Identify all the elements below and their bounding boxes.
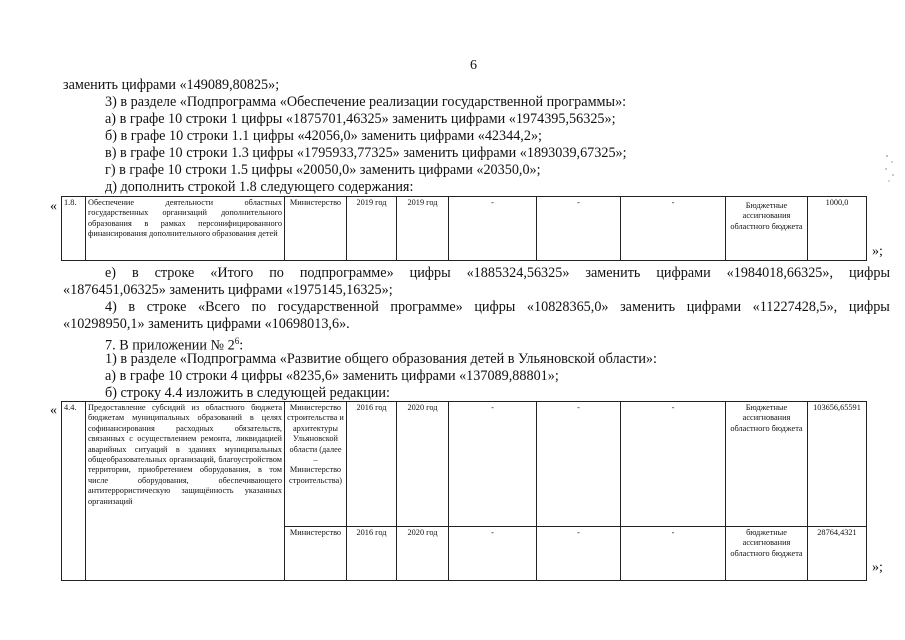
- row-dash: -: [621, 197, 726, 261]
- text-line: б) строку 4.4 изложить в следующей редакции:: [105, 385, 390, 401]
- text-line: б) в графе 10 строки 1.1 цифры «42056,0» заменить цифрами «42344,2»;: [105, 128, 542, 144]
- row-dash: -: [537, 527, 621, 581]
- word: по: [251, 299, 267, 315]
- row-source: бюджетные ассигнования областного бюджета: [726, 527, 808, 581]
- superscript: 6: [234, 336, 240, 346]
- row-start-year: 2016 год: [347, 527, 397, 581]
- closing-quote: »;: [872, 244, 883, 259]
- text-line: 3) в разделе «Подпрограмма «Обеспечение реализации государственной программы»:: [105, 94, 627, 110]
- row-end-year: 2019 год: [397, 197, 449, 261]
- justified-line: [105, 299, 890, 316]
- word: цифры: [848, 265, 890, 281]
- text-line: «10298950,1» заменить цифрами «10698013,6».: [63, 316, 350, 332]
- word: программе»: [390, 299, 463, 315]
- word: «1984018,66325»,: [726, 265, 834, 281]
- text-line: д) дополнить строкой 1.8 следующего содержания:: [105, 179, 414, 195]
- table-row-4-4: [61, 401, 867, 581]
- page-number: 6: [470, 58, 477, 73]
- row-executor: Министерство строительства и архитектуры Ульяновской области (далее – Министерство строительства): [285, 402, 347, 527]
- row-end-year: 2020 год: [397, 402, 449, 527]
- row-dash: -: [621, 402, 726, 527]
- row-executor: Министерство: [285, 527, 347, 581]
- word: государственной: [277, 299, 379, 315]
- row-source: Бюджетные ассигнования областного бюджета: [726, 197, 808, 261]
- text-line: 1) в разделе «Подпрограмма «Развитие общего образования детей в Ульяновской области»:: [105, 351, 657, 367]
- word: 4): [105, 299, 117, 315]
- row-start-year: 2016 год: [347, 402, 397, 527]
- word: строке: [146, 299, 187, 315]
- word: подпрограмме»: [299, 265, 394, 281]
- word: цифры: [848, 299, 890, 315]
- row-source: Бюджетные ассигнования областного бюджета: [726, 402, 808, 527]
- row-amount: 1000,0: [808, 197, 867, 261]
- word: заменить: [620, 299, 676, 315]
- text-line: заменить цифрами «149089,80825»;: [63, 77, 280, 93]
- word: по: [269, 265, 284, 281]
- table-row-1-8: [61, 196, 867, 261]
- word: «11227428,5»,: [752, 299, 838, 315]
- row-amount: 103656,65591: [808, 402, 867, 527]
- closing-quote: »;: [872, 560, 883, 575]
- row-number: 1.8.: [62, 197, 86, 261]
- row-amount: 28764,4321: [808, 527, 867, 581]
- row-dash: -: [537, 402, 621, 527]
- row-executor: Министерство: [285, 197, 347, 261]
- justified-line: [105, 265, 890, 282]
- opening-quote: «: [50, 199, 57, 214]
- row-number: 4.4.: [62, 402, 86, 581]
- text-line: а) в графе 10 строки 1 цифры «1875701,46325» заменить цифрами «1974395,56325»;: [105, 111, 616, 127]
- word: «1885324,56325»: [466, 265, 570, 281]
- word: е): [105, 265, 117, 281]
- text-line: г) в графе 10 строки 1.5 цифры «20050,0» заменить цифрами «20350,0»;: [105, 162, 541, 178]
- text-line: в) в графе 10 строки 1.3 цифры «1795933,77325» заменить цифрами «1893039,67325»;: [105, 145, 627, 161]
- word: цифрами: [656, 265, 711, 281]
- row-dash: -: [449, 402, 537, 527]
- section-heading-end: :: [239, 337, 244, 354]
- word: «Всего: [197, 299, 240, 315]
- text-line: «1876451,06325» заменить цифрами «1975145,16325»;: [63, 282, 393, 298]
- scan-specks: [883, 150, 897, 190]
- opening-quote: «: [50, 403, 57, 418]
- word: заменить: [585, 265, 641, 281]
- row-dash: -: [449, 197, 537, 261]
- word: строке: [154, 265, 195, 281]
- row-dash: -: [621, 527, 726, 581]
- row-name: Предоставление субсидий из областного бюджета бюджетам муниципальных образований в целях софинансирования расходных обязательств, связанных с осуществлением ремонта, ликвидацией аварийных ситуаций в зданиях муниципальных общеобразовательных организаций, благоустройством территории, приобретением оборудования, в том числе оборудования, обеспечивающего антитеррористическую защищённость указанных организаций: [86, 402, 285, 581]
- row-dash: -: [537, 197, 621, 261]
- word: цифры: [474, 299, 516, 315]
- word: цифры: [409, 265, 451, 281]
- word: в: [128, 299, 136, 315]
- text-line: а) в графе 10 строки 4 цифры «8235,6» заменить цифрами «137089,88801»;: [105, 368, 559, 384]
- row-end-year: 2020 год: [397, 527, 449, 581]
- word: «10828365,0»: [526, 299, 609, 315]
- word: в: [131, 265, 139, 281]
- word: цифрами: [686, 299, 742, 315]
- row-start-year: 2019 год: [347, 197, 397, 261]
- row-dash: -: [449, 527, 537, 581]
- row-name: Обеспечение деятельности областных государственных организаций дополнительного образования в рамках персонифицированного финансирования дополнительного образования детей: [86, 197, 285, 261]
- section-heading-text: 7. В приложении № 2: [105, 337, 235, 354]
- word: «Итого: [210, 265, 254, 281]
